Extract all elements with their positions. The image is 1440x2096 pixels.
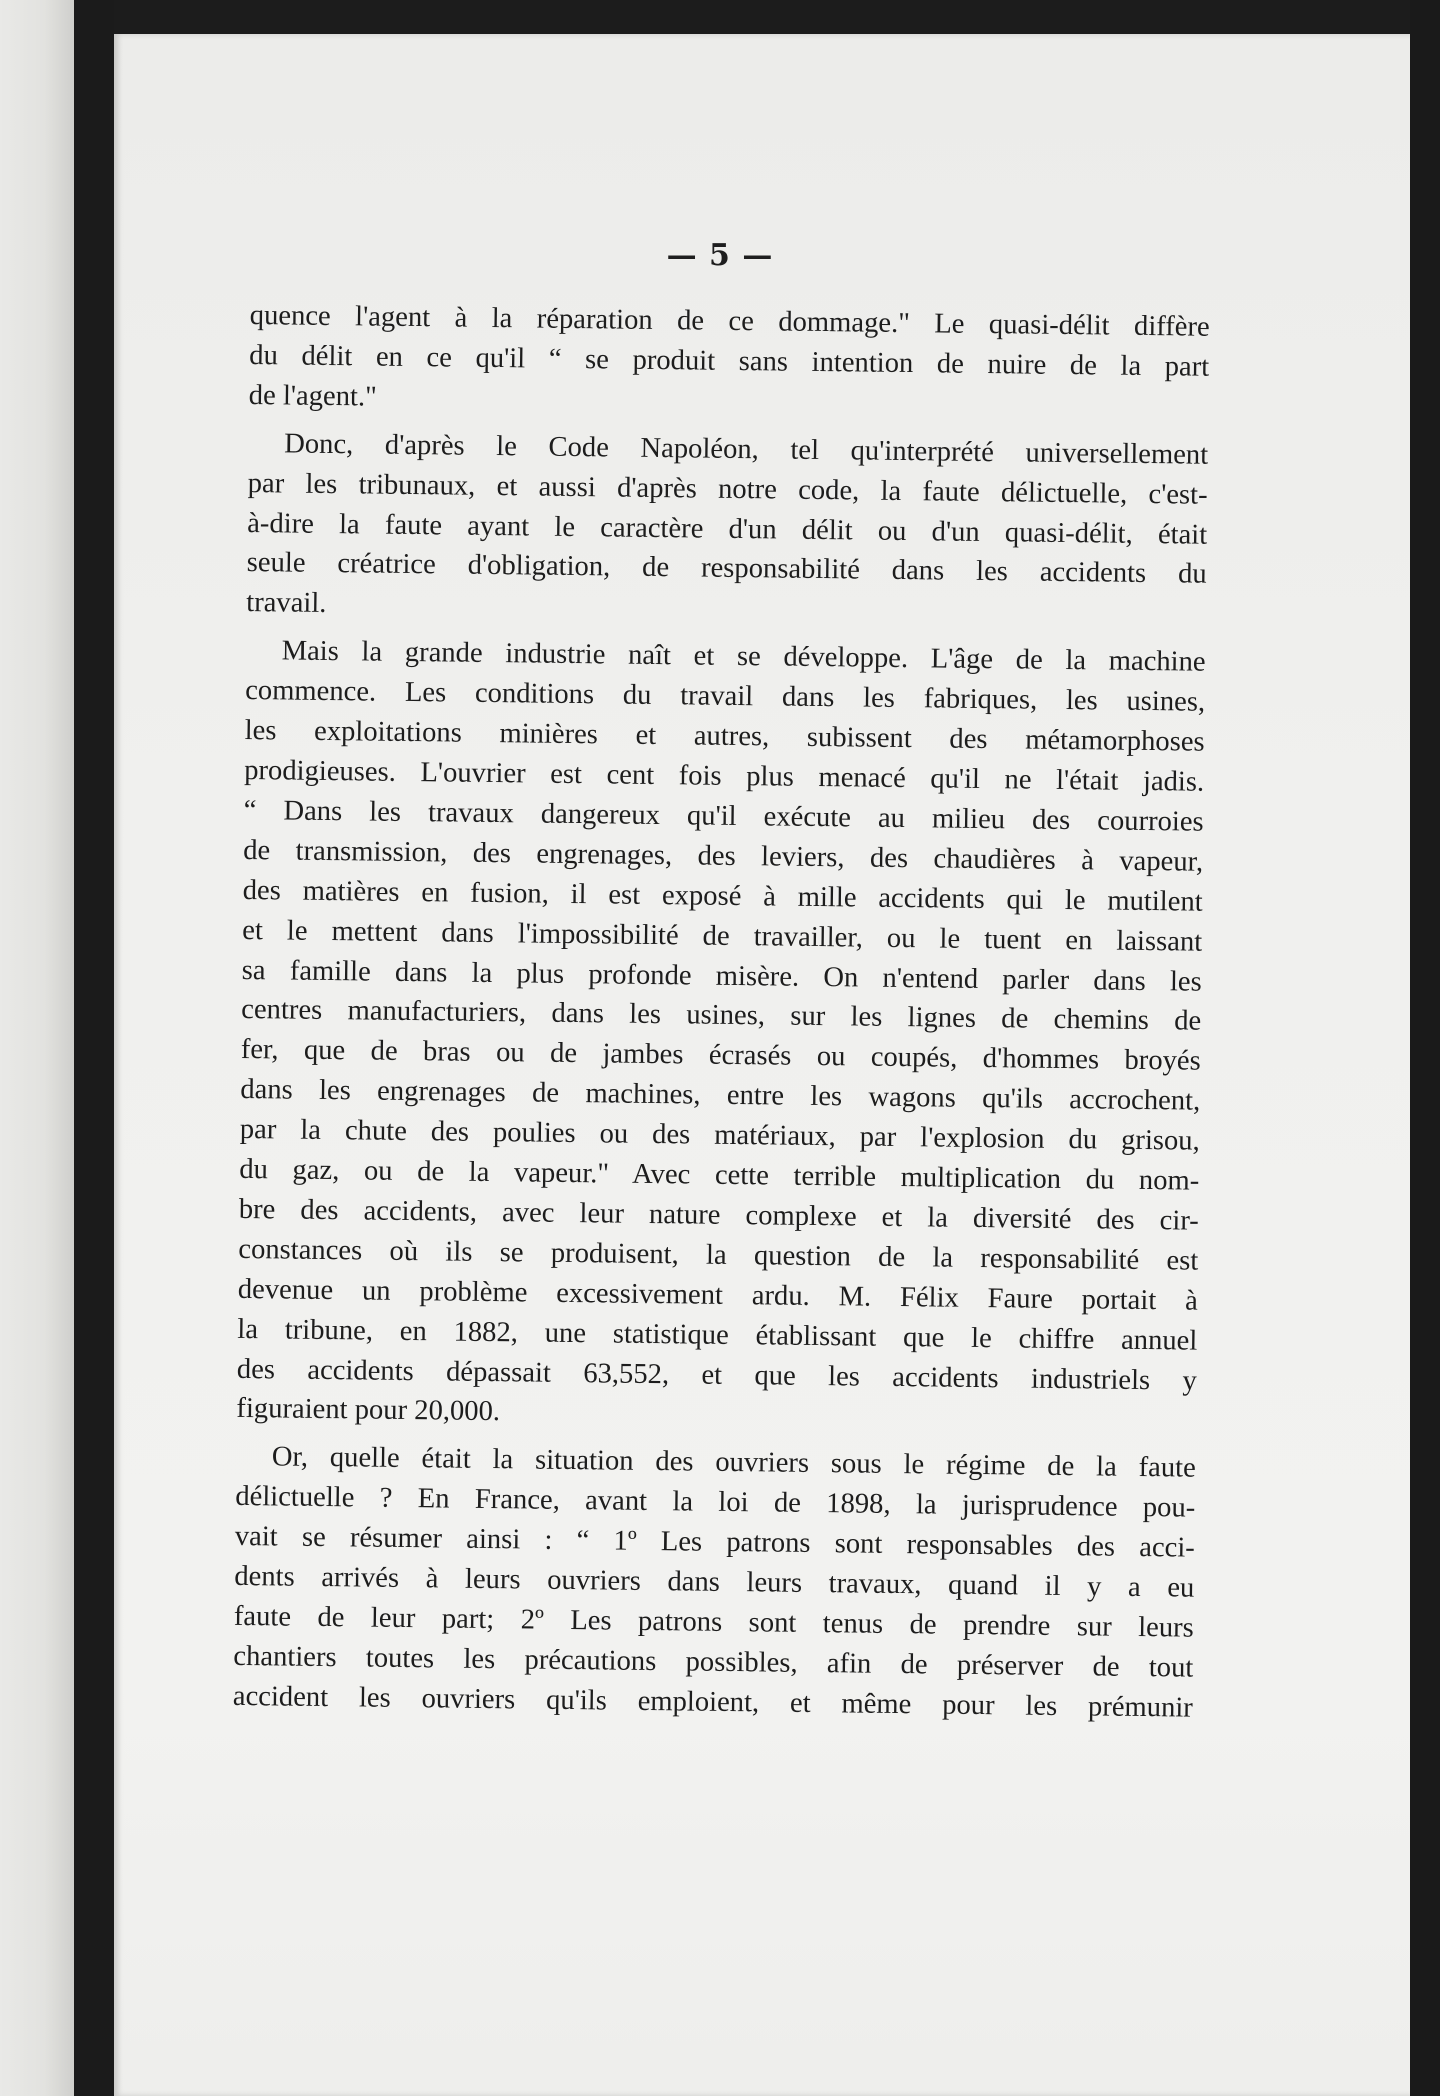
text-line: de l'agent." bbox=[248, 379, 377, 413]
text-line: sa famille dans la plus profonde misère. On n'entend parler dans les bbox=[241, 954, 1202, 998]
facing-page-edge bbox=[0, 0, 74, 2096]
text-line: délictuelle ? En France, avant la loi de 1898, la jurisprudence pou- bbox=[235, 1481, 1196, 1524]
page-number: — 5 — bbox=[666, 238, 774, 273]
text-line: faute de leur part; 2º Les patrons sont tenus de prendre sur leurs bbox=[233, 1600, 1194, 1644]
text-line: et le mettent dans l'impossibilité de travailler, ou le tuent en laissant bbox=[242, 914, 1203, 958]
text-line: constances où ils se produisent, la question de la responsabilité est bbox=[238, 1233, 1199, 1277]
scan-border-right bbox=[1410, 0, 1440, 2096]
text-line: Or, quelle était la situation des ouvriers sous le régime de la faute bbox=[271, 1441, 1196, 1485]
text-line: prodigieuses. L'ouvrier est cent fois plus menacé qu'il ne l'était jadis. bbox=[244, 754, 1205, 798]
text-line: dans les engrenages de machines, entre les wagons qu'ils accrochent, bbox=[240, 1074, 1201, 1117]
text-line: quence l'agent à la réparation de ce dommage." Le quasi-délit diffère bbox=[249, 299, 1210, 343]
text-line: à-dire la faute ayant le caractère d'un délit ou d'un quasi-délit, était bbox=[247, 507, 1208, 551]
text-line: “ Dans les travaux dangereux qu'il exécute au milieu des courroies bbox=[243, 794, 1204, 838]
text-line: dents arrivés à leurs ouvriers dans leurs travaux, quand il y a eu bbox=[234, 1560, 1195, 1604]
text-line: commence. Les conditions du travail dans les fabriques, les usines, bbox=[244, 675, 1206, 718]
text-line: du gaz, ou de la vapeur." Avec cette terrible multiplication du nom- bbox=[239, 1153, 1200, 1197]
text-line: travail. bbox=[246, 587, 327, 620]
text-line: la tribune, en 1882, une statistique établissant que le chiffre annuel bbox=[237, 1313, 1198, 1357]
text-line: fer, que de bras ou de jambes écrasés ou coupés, d'hommes broyés bbox=[240, 1034, 1201, 1077]
text-line: bre des accidents, avec leur nature complexe et la diversité des cir- bbox=[238, 1193, 1199, 1237]
text-line: des accidents dépassait 63,552, et que les accidents industriels y bbox=[236, 1353, 1198, 1397]
text-line: les exploitations minières et autres, subissent des métamorphoses bbox=[244, 715, 1205, 758]
text-line: Donc, d'après le Code Napoléon, tel qu'interprété universellement bbox=[284, 428, 1209, 471]
book-gutter bbox=[74, 0, 114, 2096]
text-line: devenue un problème excessivement ardu. M. Félix Faure portait à bbox=[237, 1273, 1198, 1317]
text-line: accident les ouvriers qu'ils emploient, et même pour les prémunir bbox=[232, 1680, 1194, 1724]
text-line: seule créatrice d'obligation, de responsabilité dans les accidents du bbox=[246, 547, 1207, 591]
text-line: des matières en fusion, il est exposé à mille accidents qui le mutilent bbox=[242, 874, 1203, 918]
text-line: centres manufacturiers, dans les usines, sur les lignes de chemins de bbox=[241, 994, 1202, 1038]
text-line: par les tribunaux, et aussi d'après notre code, la faute délictuelle, c'est- bbox=[247, 467, 1208, 511]
text-line: figuraient pour 20,000. bbox=[236, 1393, 501, 1428]
text-line: vait se résumer ainsi : “ 1º Les patrons sont responsables des acci- bbox=[234, 1521, 1195, 1564]
body-text bbox=[233, 296, 1210, 1728]
text-line: chantiers toutes les précautions possibles, afin de préserver de tout bbox=[233, 1640, 1194, 1684]
text-line: par la chute des poulies ou des matériaux, par l'explosion du grisou, bbox=[239, 1114, 1200, 1157]
text-line: de transmission, des engrenages, des leviers, des chaudières à vapeur, bbox=[243, 834, 1204, 878]
text-line: Mais la grande industrie naît et se développe. L'âge de la machine bbox=[281, 635, 1206, 678]
text-line: du délit en ce qu'il “ se produit sans intention de nuire de la part bbox=[249, 339, 1210, 383]
